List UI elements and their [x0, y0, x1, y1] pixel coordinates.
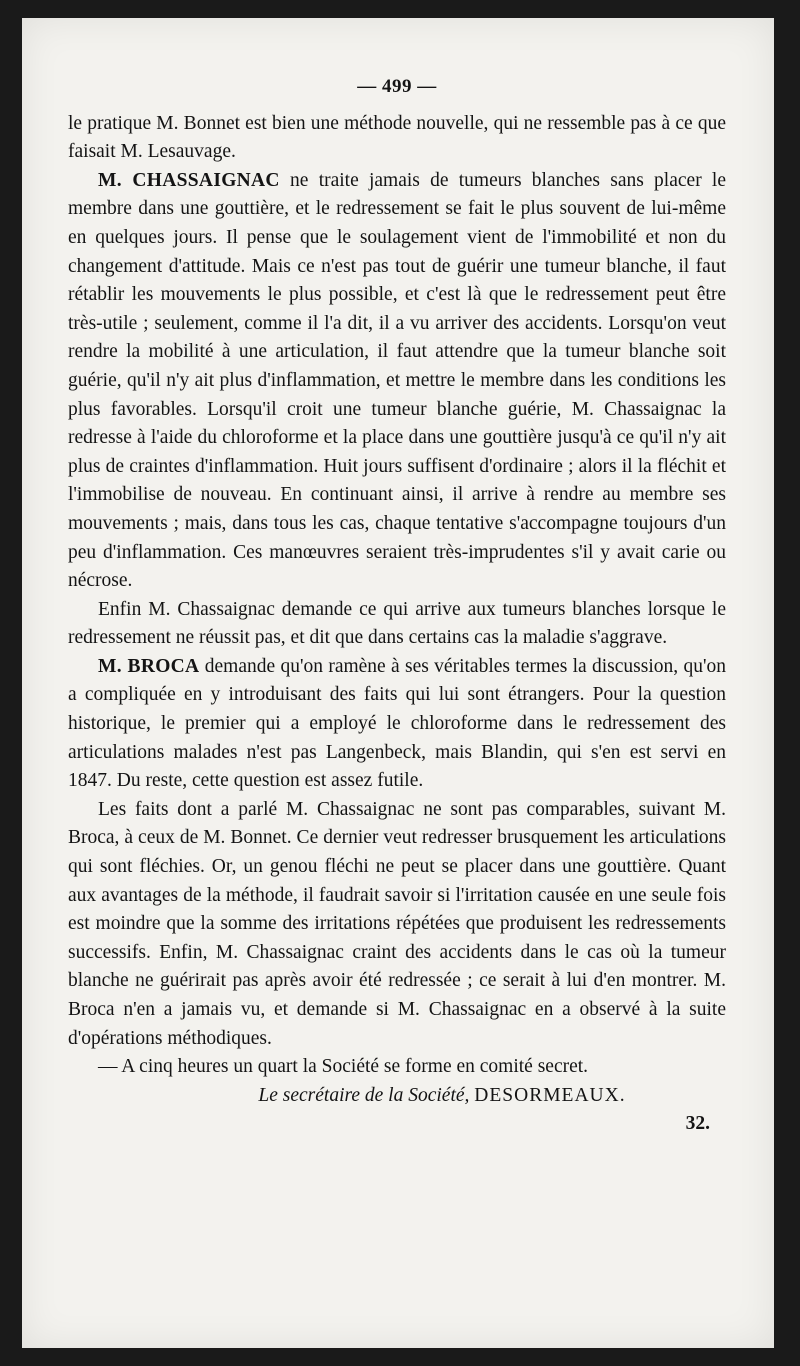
paragraph: [68, 110, 726, 167]
signature-name: DESORMEAUX.: [474, 1084, 626, 1106]
book-page: [22, 18, 774, 1348]
paragraph-text: le pratique M. Bonnet est bien une méthode nouvelle, qui ne ressemble pas à ce que faisait M. Lesauvage.: [68, 112, 726, 163]
paragraph: [68, 596, 726, 653]
page-number: — 499 —: [357, 76, 437, 97]
signature-title: Le secrétaire de la Société,: [258, 1084, 470, 1106]
paragraph: [68, 167, 726, 596]
paragraph: [68, 1053, 726, 1082]
paragraph: [68, 653, 726, 796]
page-content: [68, 73, 726, 1139]
signature: [68, 1082, 726, 1111]
paragraph-text: Les faits dont a parlé M. Chassaignac ne sont pas comparables, suivant M. Broca, à ceux de M. Bonnet. Ce dernier veut redresser brusquement les articulations qui sont fléchies. Or, un genou fléchi ne peut se placer dans une gouttière. Quant aux avantages de la méthode, il faudrait savoir si l'irritation causée en une seule fois est moindre que la somme des irritations répétées que produisent les redressements successifs. Enfin, M. Chassaignac craint des accidents dans le cas où la tumeur blanche ne guérirait pas après avoir été redressée ; ce serait à lui d'en montrer. M. Broca n'en a jamais vu, et demande si M. Chassaignac en a observé à la suite d'opérations méthodiques.: [68, 798, 726, 1049]
paragraph: [68, 796, 726, 1053]
paragraph-text: demande qu'on ramène à ses véritables termes la discussion, qu'on a compliquée en y introduisant des faits qui lui sont étrangers. Pour la question historique, le premier qui a employé le chloroforme dans le redressement des articulations malades n'est pas Langenbeck, mais Blandin, qui s'en est servi en 1847. Du reste, cette question est assez futile.: [68, 655, 726, 792]
paragraph-text: ne traite jamais de tumeurs blanches sans placer le membre dans une gouttière, et le redressement se fait le plus souvent de lui-même en quelques jours. Il pense que le soulagement vient de l'immobilité et non du changement d'attitude. Mais ce n'est pas tout de guérir une tumeur blanche, il faut rétablir les mouvements le plus possible, et c'est là que le redressement peut être très-utile ; seulement, comme il l'a dit, il a vu arriver des accidents. Lorsqu'on veut rendre la mobilité à une articulation, il faut attendre que la tumeur blanche soit guérie, qu'il n'y ait plus d'inflammation, et mettre le membre dans les conditions les plus favorables. Lorsqu'il croit une tumeur blanche guérie, M. Chassaignac la redresse à l'aide du chloroforme et la place dans une gouttière jusqu'à ce qu'il n'y ait plus de craintes d'inflammation. Huit jours suffisent d'ordinaire ; alors il la fléchit et l'immobilise de nouveau. En continuant ainsi, il arrive à rendre au membre ses mouvements ; mais, dans tous les cas, chaque tentative s'accompagne toujours d'un peu d'inflammation. Ces manœuvres seraient très-imprudentes s'il y avait carie ou nécrose.: [68, 169, 726, 592]
paragraph-text: Enfin M. Chassaignac demande ce qui arrive aux tumeurs blanches lorsque le redressement ne réussit pas, et dit que dans certains cas la maladie s'aggrave.: [68, 598, 726, 649]
paragraph-text: — A cinq heures un quart la Société se forme en comité secret.: [98, 1056, 589, 1078]
sheet-number: 32.: [685, 1113, 710, 1135]
speaker-name: M. BROCA: [98, 655, 200, 677]
speaker-name: M. CHASSAIGNAC: [98, 169, 280, 191]
